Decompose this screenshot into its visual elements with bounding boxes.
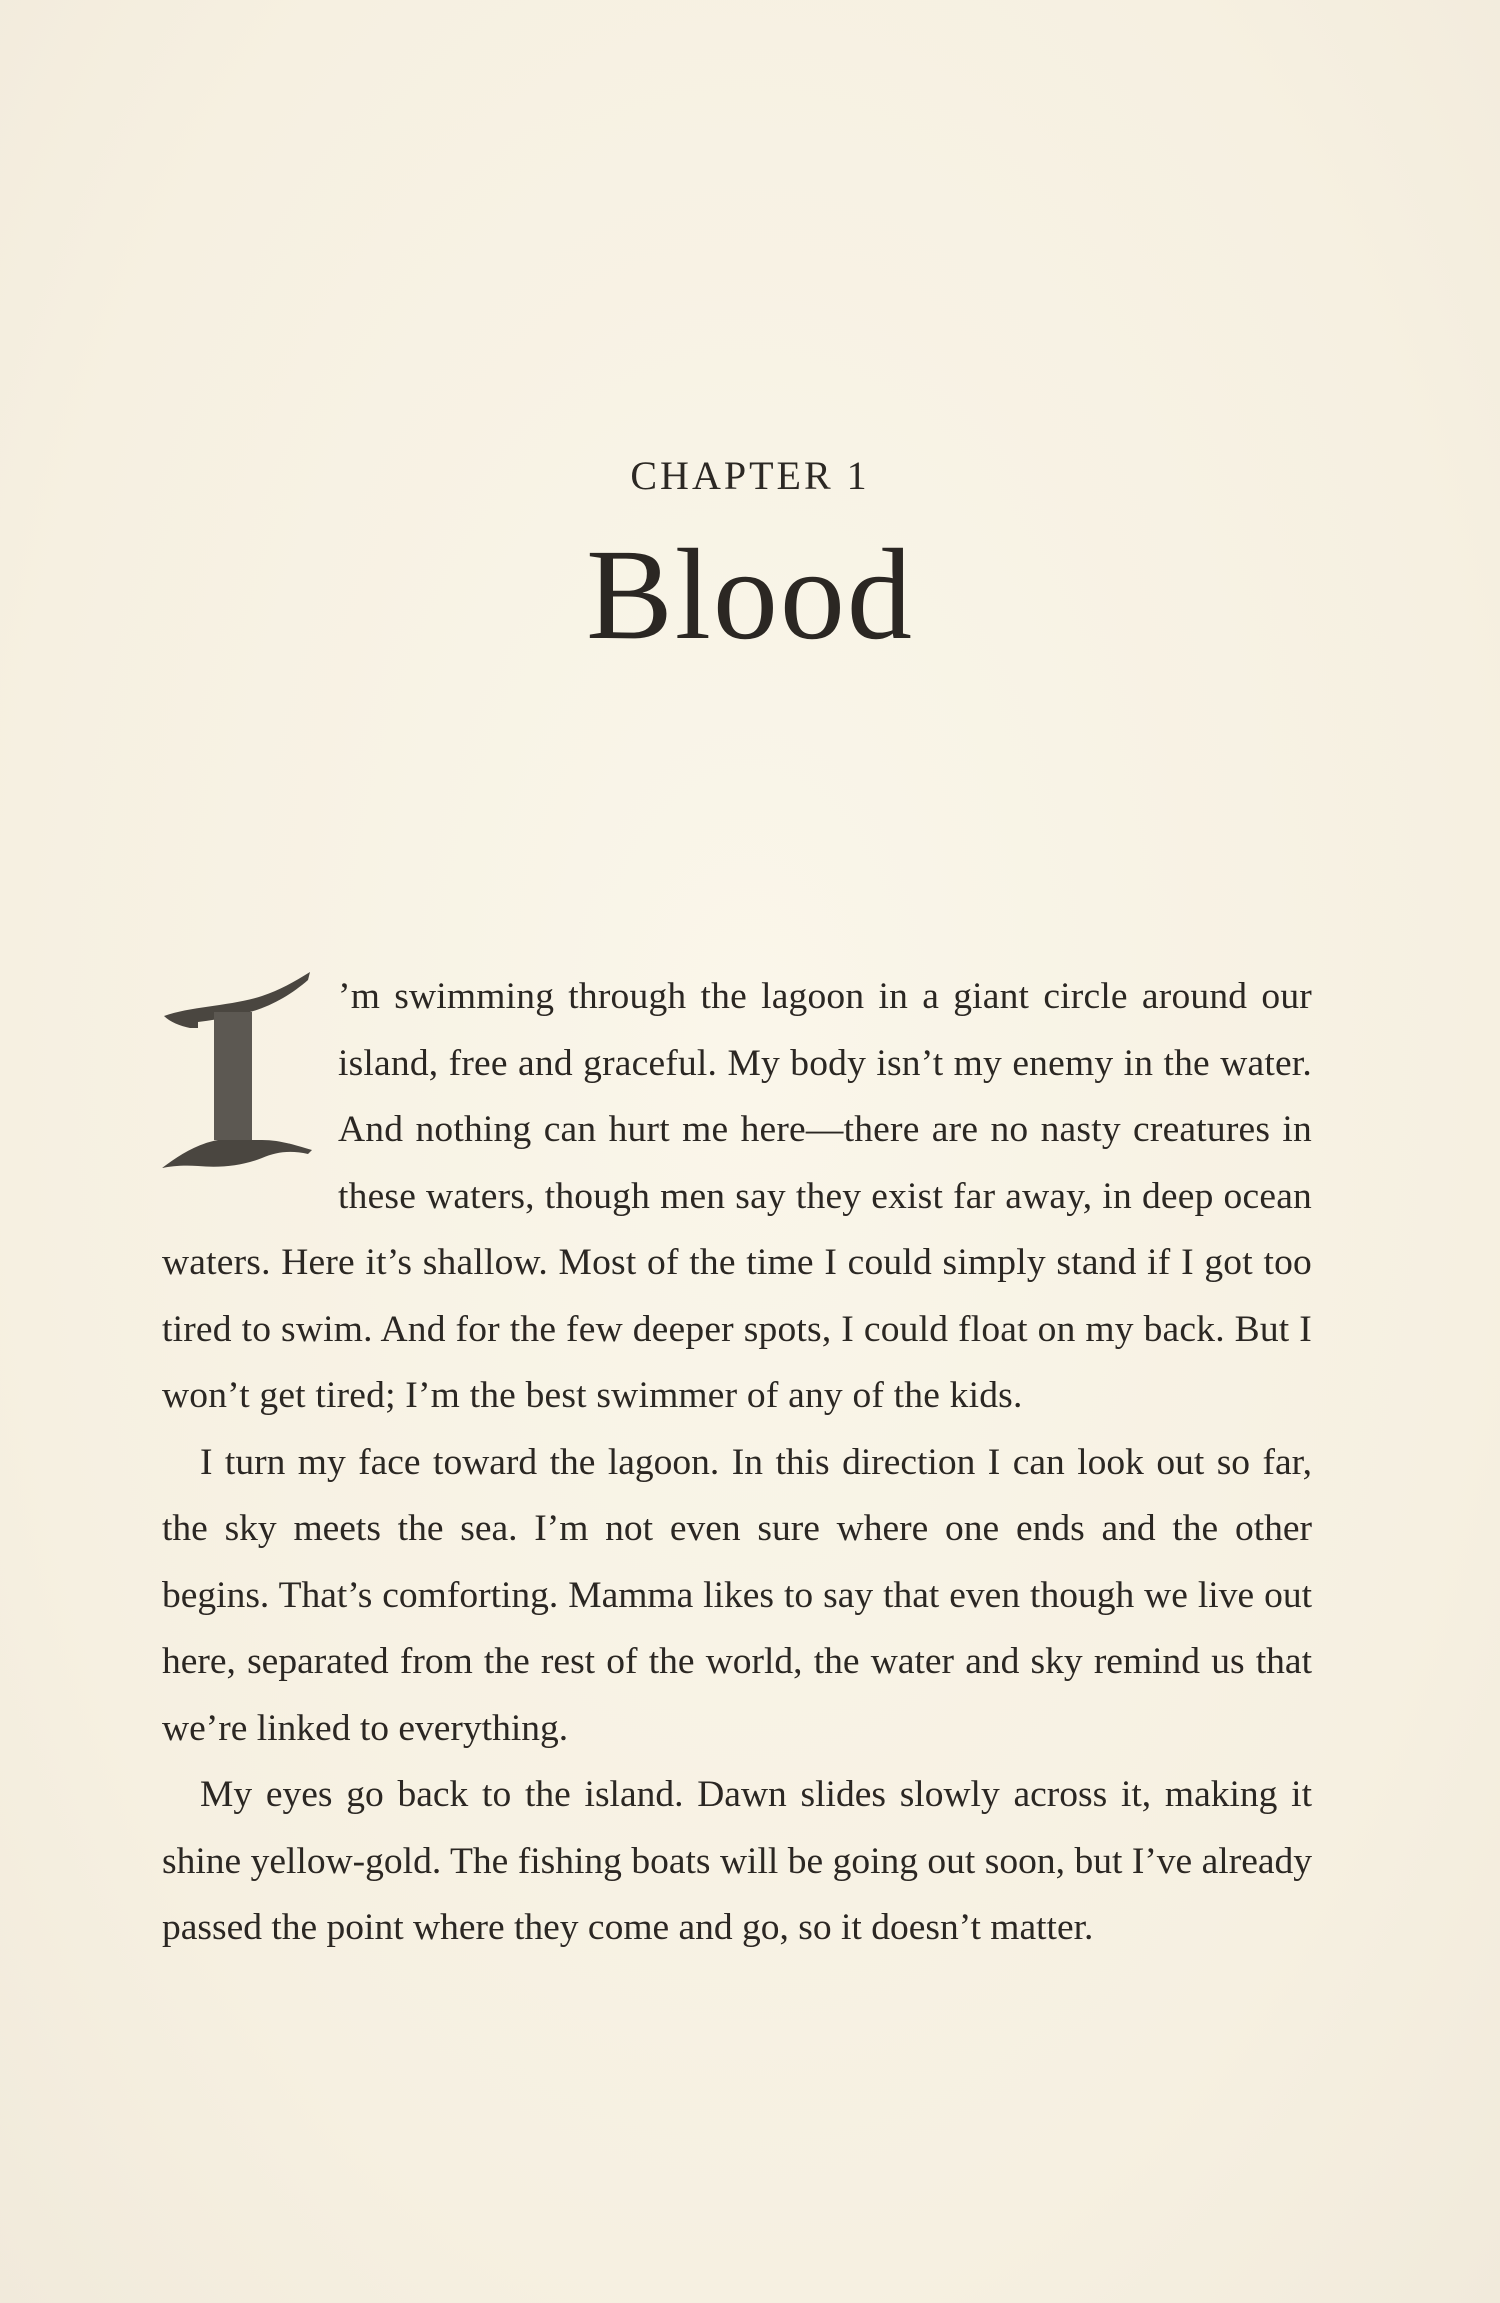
- chapter-text: [162, 964, 1312, 1962]
- paragraph-3: My eyes go back to the island. Dawn slides slowly across it, making it shine yellow-gold. The fishing boats will be going out soon, but I’ve already passed the point where they come and go, so it doesn’t matter.: [162, 1774, 1312, 1948]
- dropcap: [162, 972, 314, 1172]
- dropcap-i-glyph: [162, 972, 314, 1172]
- chapter-title: Blood: [586, 523, 914, 667]
- chapter-label: CHAPTER 1: [630, 453, 870, 498]
- paragraph-1: [162, 964, 1312, 1430]
- paragraph-2: I turn my face toward the lagoon. In this direction I can look out so far, the sky meets the sea. I’m not even sure where one ends and the other begins. That’s comforting. Mamma likes to say that even though we live out here, separated from the rest of the world, the water and sky remind us that we’re linked to everything.: [162, 1441, 1312, 1749]
- paragraph-1-text: ’m swimming through the lagoon in a giant circle around our island, free and graceful. My body isn’t my enemy in the water. And nothing can hurt me here—there are no nasty creatures in these waters, though men say they exist far away, in deep ocean waters. Here it’s shallow. Most of the time I could simply stand if I got too tired to swim. And for the few deeper spots, I could float on my back. But I won’t get tired; I’m the best swimmer of any of the kids.: [162, 976, 1312, 1416]
